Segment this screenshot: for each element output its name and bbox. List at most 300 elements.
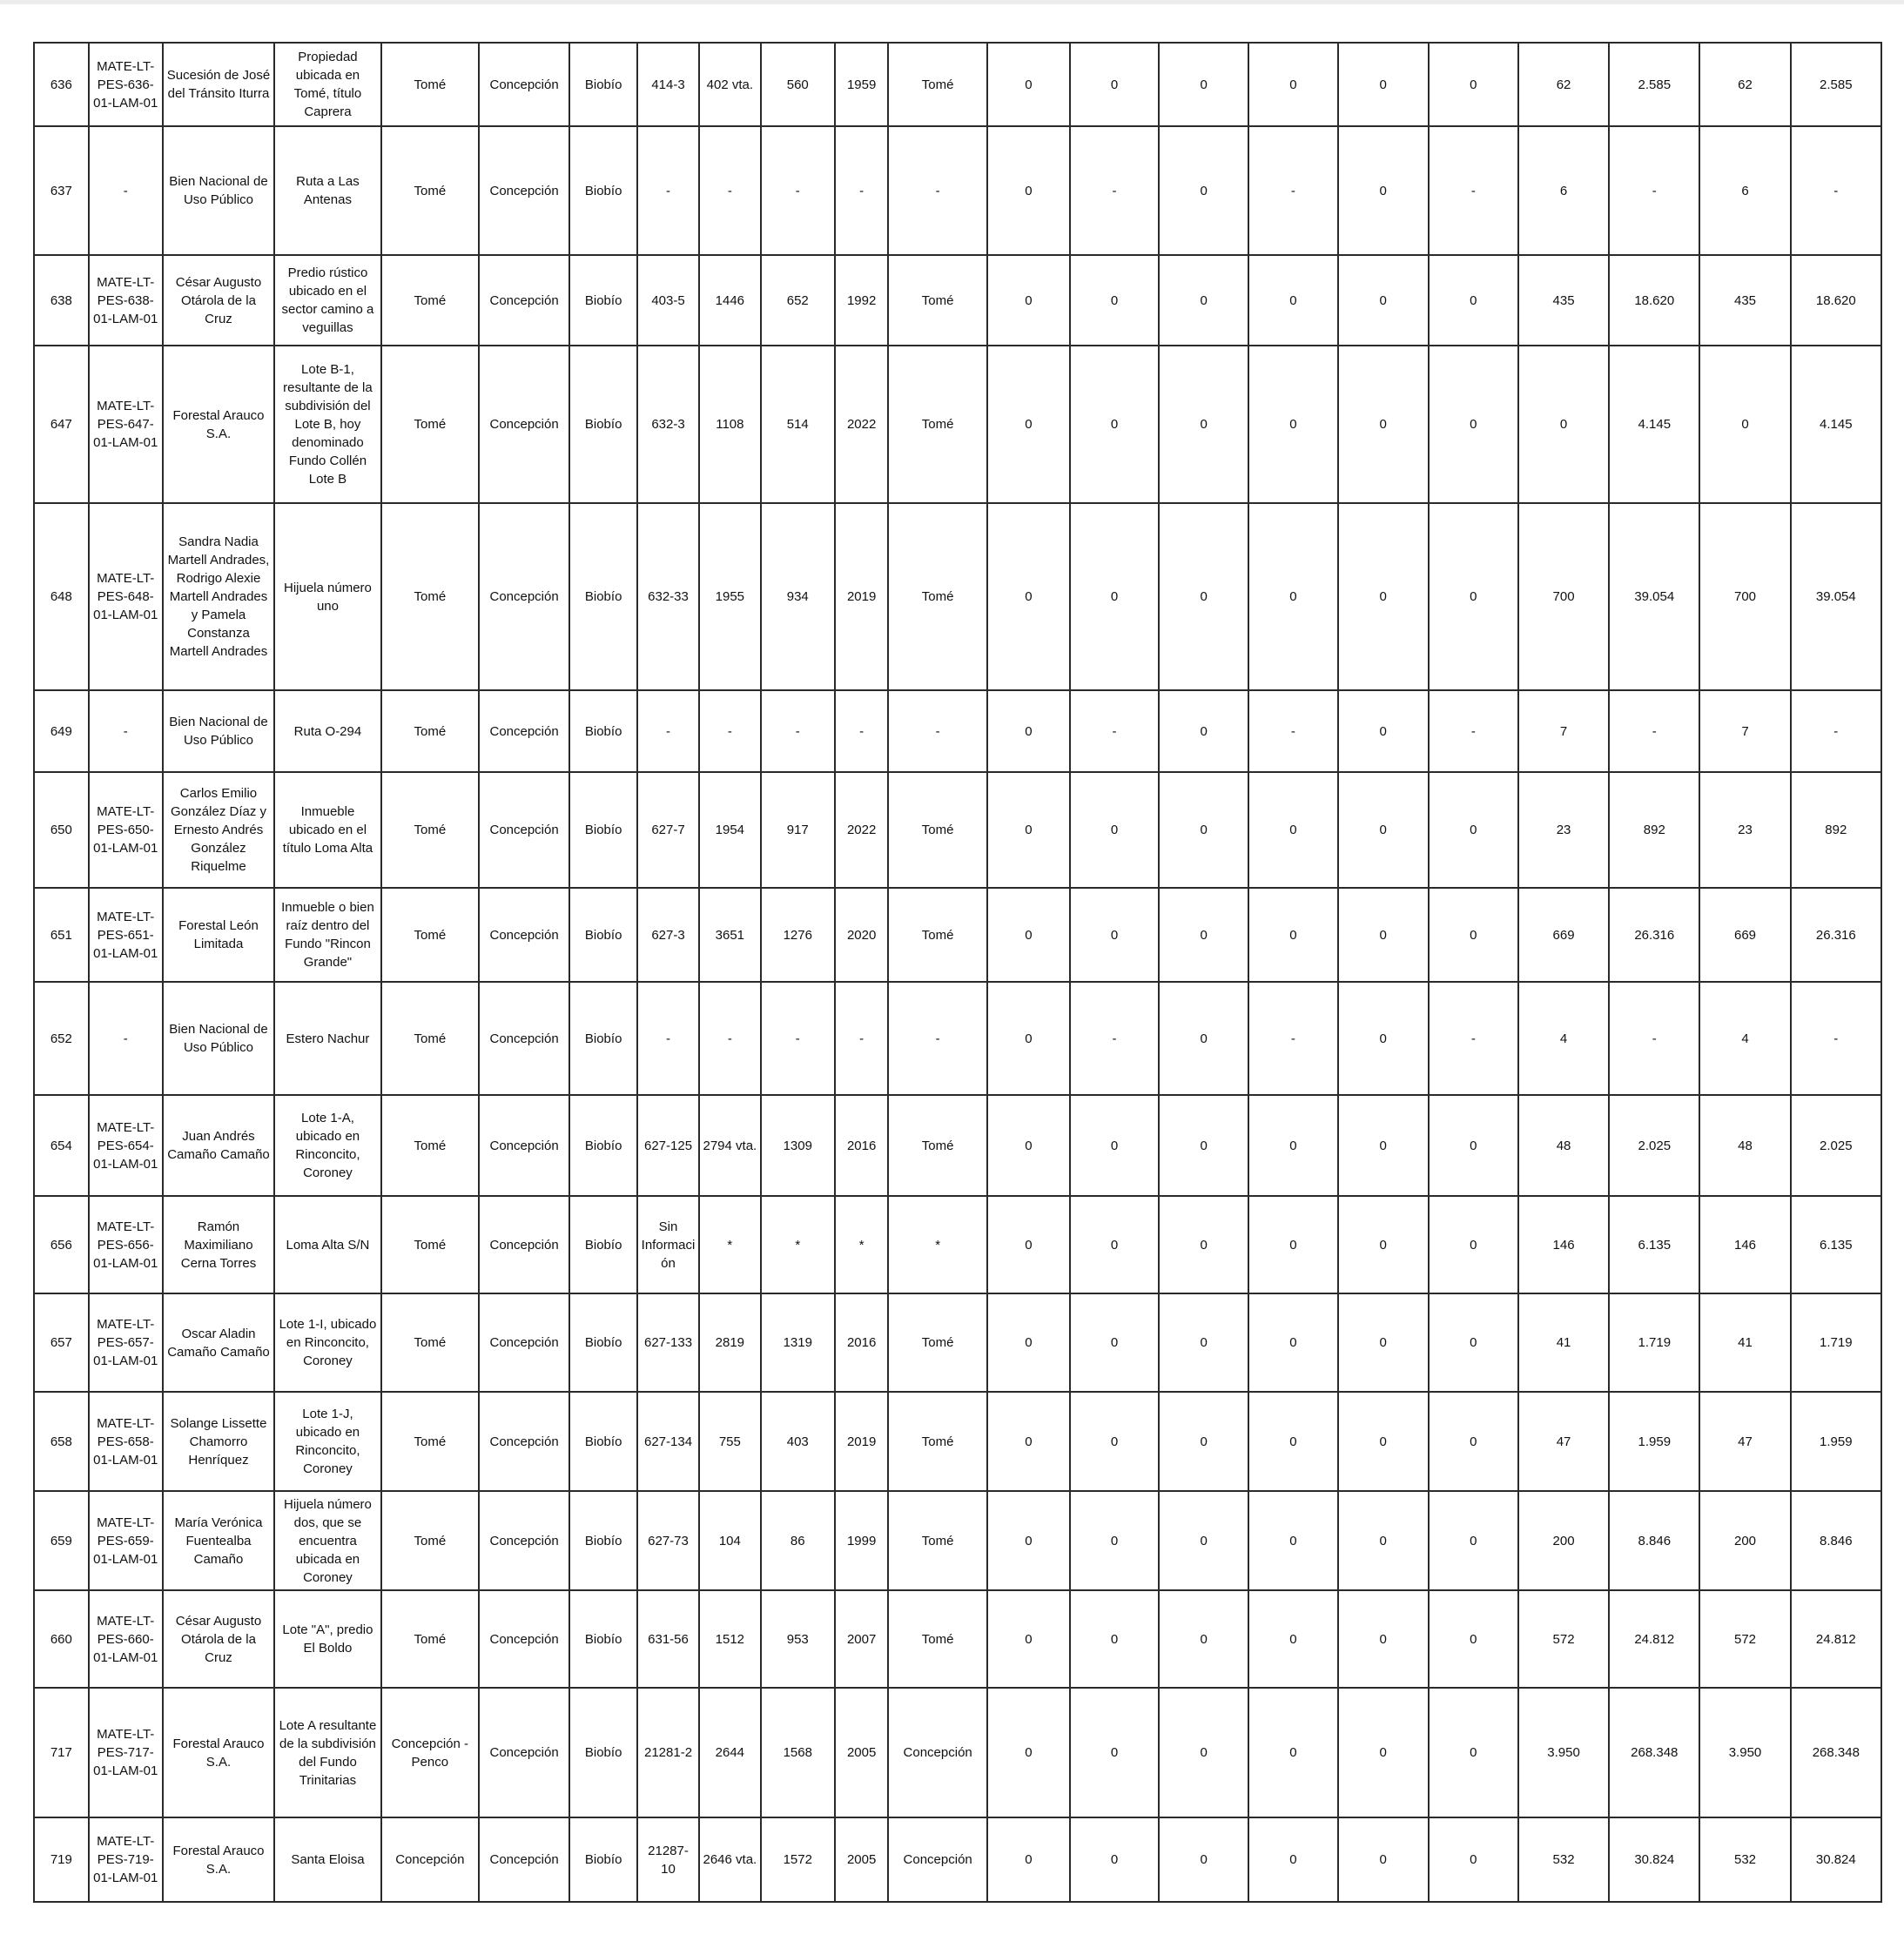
value-cell-3: 0 (1159, 1590, 1248, 1688)
value-cell-7: 700 (1518, 503, 1609, 690)
registry-cell: Tomé (888, 255, 986, 346)
value-cell-2: 0 (1070, 346, 1159, 503)
rol-cell: 627-133 (637, 1293, 699, 1392)
value-cell-9: 41 (1699, 1293, 1790, 1392)
region-cell: Biobío (569, 772, 637, 888)
province-cell: Concepción (479, 888, 569, 982)
value-cell-3: 0 (1159, 982, 1248, 1095)
value-cell-6: - (1429, 126, 1518, 255)
row-id-cell: 659 (34, 1491, 89, 1590)
value-cell-10: 892 (1791, 772, 1881, 888)
fojas-cell: 3651 (699, 888, 761, 982)
value-cell-2: 0 (1070, 255, 1159, 346)
registry-cell: Tomé (888, 43, 986, 126)
province-cell: Concepción (479, 1688, 569, 1817)
plan-code-cell: MATE-LT-PES-719-01-LAM-01 (89, 1817, 163, 1902)
fojas-cell: 1446 (699, 255, 761, 346)
province-cell: Concepción (479, 690, 569, 772)
value-cell-9: 0 (1699, 346, 1790, 503)
value-cell-9: 7 (1699, 690, 1790, 772)
value-cell-6: 0 (1429, 346, 1518, 503)
value-cell-7: 0 (1518, 346, 1609, 503)
row-id-cell: 648 (34, 503, 89, 690)
value-cell-8: 4.145 (1609, 346, 1699, 503)
value-cell-8: - (1609, 982, 1699, 1095)
value-cell-1: 0 (987, 888, 1070, 982)
number-cell: 917 (761, 772, 835, 888)
number-cell: * (761, 1196, 835, 1293)
table-row (34, 772, 1881, 888)
owner-cell: Ramón Maximiliano Cerna Torres (163, 1196, 275, 1293)
registry-cell: * (888, 1196, 986, 1293)
value-cell-9: 669 (1699, 888, 1790, 982)
property-name-cell: Hijuela número uno (274, 503, 380, 690)
value-cell-7: 435 (1518, 255, 1609, 346)
value-cell-4: 0 (1248, 1095, 1337, 1196)
province-cell: Concepción (479, 126, 569, 255)
rol-cell: 632-3 (637, 346, 699, 503)
value-cell-5: 0 (1338, 346, 1429, 503)
property-name-cell: Loma Alta S/N (274, 1196, 380, 1293)
rol-cell: - (637, 690, 699, 772)
value-cell-9: 435 (1699, 255, 1790, 346)
plan-code-cell: MATE-LT-PES-648-01-LAM-01 (89, 503, 163, 690)
province-cell: Concepción (479, 346, 569, 503)
region-cell: Biobío (569, 1817, 637, 1902)
fojas-cell: * (699, 1196, 761, 1293)
year-cell: - (835, 126, 889, 255)
value-cell-3: 0 (1159, 1491, 1248, 1590)
number-cell: 1572 (761, 1817, 835, 1902)
row-id-cell: 649 (34, 690, 89, 772)
value-cell-2: 0 (1070, 43, 1159, 126)
number-cell: 934 (761, 503, 835, 690)
registry-cell: Tomé (888, 1095, 986, 1196)
rol-cell: 627-7 (637, 772, 699, 888)
value-cell-4: 0 (1248, 255, 1337, 346)
value-cell-6: - (1429, 690, 1518, 772)
fojas-cell: 104 (699, 1491, 761, 1590)
value-cell-6: 0 (1429, 888, 1518, 982)
value-cell-7: 41 (1518, 1293, 1609, 1392)
value-cell-3: 0 (1159, 503, 1248, 690)
year-cell: * (835, 1196, 889, 1293)
number-cell: 953 (761, 1590, 835, 1688)
property-name-cell: Propiedad ubicada en Tomé, título Caprera (274, 43, 380, 126)
fojas-cell: 1512 (699, 1590, 761, 1688)
plan-code-cell: MATE-LT-PES-659-01-LAM-01 (89, 1491, 163, 1590)
value-cell-2: 0 (1070, 1491, 1159, 1590)
property-name-cell: Lote 1-I, ubicado en Rinconcito, Coroney (274, 1293, 380, 1392)
value-cell-8: 892 (1609, 772, 1699, 888)
rol-cell: 403-5 (637, 255, 699, 346)
property-name-cell: Ruta a Las Antenas (274, 126, 380, 255)
value-cell-7: 200 (1518, 1491, 1609, 1590)
property-name-cell: Lote 1-A, ubicado en Rinconcito, Coroney (274, 1095, 380, 1196)
number-cell: 1568 (761, 1688, 835, 1817)
plan-code-cell: MATE-LT-PES-660-01-LAM-01 (89, 1590, 163, 1688)
table-row (34, 1293, 1881, 1392)
value-cell-10: 2.025 (1791, 1095, 1881, 1196)
value-cell-5: 0 (1338, 43, 1429, 126)
row-id-cell: 650 (34, 772, 89, 888)
property-name-cell: Estero Nachur (274, 982, 380, 1095)
province-cell: Concepción (479, 1196, 569, 1293)
value-cell-4: - (1248, 982, 1337, 1095)
rol-cell: 632-33 (637, 503, 699, 690)
property-name-cell: Inmueble ubicado en el título Loma Alta (274, 772, 380, 888)
plan-code-cell: MATE-LT-PES-656-01-LAM-01 (89, 1196, 163, 1293)
commune-cell: Tomé (381, 1196, 479, 1293)
table-row (34, 888, 1881, 982)
value-cell-8: 8.846 (1609, 1491, 1699, 1590)
plan-code-cell: MATE-LT-PES-650-01-LAM-01 (89, 772, 163, 888)
value-cell-10: 26.316 (1791, 888, 1881, 982)
value-cell-10: 6.135 (1791, 1196, 1881, 1293)
region-cell: Biobío (569, 1095, 637, 1196)
province-cell: Concepción (479, 1095, 569, 1196)
year-cell: - (835, 690, 889, 772)
year-cell: 1999 (835, 1491, 889, 1590)
commune-cell: Tomé (381, 888, 479, 982)
province-cell: Concepción (479, 982, 569, 1095)
value-cell-2: - (1070, 126, 1159, 255)
rol-cell: 631-56 (637, 1590, 699, 1688)
year-cell: 2005 (835, 1688, 889, 1817)
value-cell-7: 62 (1518, 43, 1609, 126)
table-row (34, 982, 1881, 1095)
table-row (34, 255, 1881, 346)
table-row (34, 503, 1881, 690)
value-cell-10: 4.145 (1791, 346, 1881, 503)
registry-cell: Tomé (888, 346, 986, 503)
value-cell-10: 8.846 (1791, 1491, 1881, 1590)
property-name-cell: Hijuela número dos, que se encuentra ubicada en Coroney (274, 1491, 380, 1590)
value-cell-6: 0 (1429, 772, 1518, 888)
row-id-cell: 647 (34, 346, 89, 503)
row-id-cell: 654 (34, 1095, 89, 1196)
value-cell-4: 0 (1248, 1392, 1337, 1491)
value-cell-6: 0 (1429, 255, 1518, 346)
fojas-cell: - (699, 690, 761, 772)
value-cell-10: - (1791, 690, 1881, 772)
region-cell: Biobío (569, 1196, 637, 1293)
value-cell-8: 39.054 (1609, 503, 1699, 690)
plan-code-cell: - (89, 690, 163, 772)
region-cell: Biobío (569, 1688, 637, 1817)
province-cell: Concepción (479, 43, 569, 126)
property-name-cell: Lote 1-J, ubicado en Rinconcito, Coroney (274, 1392, 380, 1491)
region-cell: Biobío (569, 503, 637, 690)
registry-cell: Tomé (888, 503, 986, 690)
value-cell-1: 0 (987, 1817, 1070, 1902)
number-cell: 1309 (761, 1095, 835, 1196)
registry-cell: Tomé (888, 888, 986, 982)
value-cell-4: 0 (1248, 1293, 1337, 1392)
number-cell: - (761, 982, 835, 1095)
region-cell: Biobío (569, 255, 637, 346)
owner-cell: Carlos Emilio González Díaz y Ernesto Andrés González Riquelme (163, 772, 275, 888)
value-cell-4: 0 (1248, 503, 1337, 690)
fojas-cell: - (699, 126, 761, 255)
row-id-cell: 652 (34, 982, 89, 1095)
value-cell-7: 532 (1518, 1817, 1609, 1902)
value-cell-8: 24.812 (1609, 1590, 1699, 1688)
fojas-cell: 1955 (699, 503, 761, 690)
rol-cell: 627-134 (637, 1392, 699, 1491)
value-cell-5: 0 (1338, 255, 1429, 346)
province-cell: Concepción (479, 1590, 569, 1688)
value-cell-5: 0 (1338, 888, 1429, 982)
rol-cell: 627-125 (637, 1095, 699, 1196)
value-cell-4: 0 (1248, 888, 1337, 982)
year-cell: 2016 (835, 1293, 889, 1392)
value-cell-2: 0 (1070, 1590, 1159, 1688)
rol-cell: 414-3 (637, 43, 699, 126)
page-top-edge (0, 0, 1904, 4)
registry-cell: Tomé (888, 1392, 986, 1491)
owner-cell: Sucesión de José del Tránsito Iturra (163, 43, 275, 126)
value-cell-8: 18.620 (1609, 255, 1699, 346)
number-cell: 514 (761, 346, 835, 503)
province-cell: Concepción (479, 1293, 569, 1392)
value-cell-5: 0 (1338, 1196, 1429, 1293)
value-cell-4: 0 (1248, 346, 1337, 503)
value-cell-1: 0 (987, 255, 1070, 346)
plan-code-cell: MATE-LT-PES-654-01-LAM-01 (89, 1095, 163, 1196)
commune-cell: Tomé (381, 126, 479, 255)
property-name-cell: Lote "A", predio El Boldo (274, 1590, 380, 1688)
property-table-body (34, 43, 1881, 1902)
rol-cell: Sin Información (637, 1196, 699, 1293)
value-cell-4: 0 (1248, 772, 1337, 888)
region-cell: Biobío (569, 1293, 637, 1392)
value-cell-6: 0 (1429, 1491, 1518, 1590)
plan-code-cell: MATE-LT-PES-651-01-LAM-01 (89, 888, 163, 982)
value-cell-10: 30.824 (1791, 1817, 1881, 1902)
plan-code-cell: - (89, 982, 163, 1095)
value-cell-2: 0 (1070, 1817, 1159, 1902)
row-id-cell: 638 (34, 255, 89, 346)
value-cell-1: 0 (987, 43, 1070, 126)
property-table (33, 42, 1882, 1903)
value-cell-10: 18.620 (1791, 255, 1881, 346)
value-cell-5: 0 (1338, 1688, 1429, 1817)
region-cell: Biobío (569, 1392, 637, 1491)
region-cell: Biobío (569, 982, 637, 1095)
owner-cell: Sandra Nadia Martell Andrades, Rodrigo Alexie Martell Andrades y Pamela Constanza Martell Andrades (163, 503, 275, 690)
value-cell-5: 0 (1338, 1095, 1429, 1196)
value-cell-1: 0 (987, 503, 1070, 690)
value-cell-3: 0 (1159, 346, 1248, 503)
value-cell-1: 0 (987, 1392, 1070, 1491)
value-cell-1: 0 (987, 126, 1070, 255)
value-cell-1: 0 (987, 1688, 1070, 1817)
property-name-cell: Santa Eloisa (274, 1817, 380, 1902)
value-cell-8: 1.719 (1609, 1293, 1699, 1392)
value-cell-5: 0 (1338, 1590, 1429, 1688)
value-cell-2: 0 (1070, 503, 1159, 690)
value-cell-4: 0 (1248, 1196, 1337, 1293)
value-cell-4: 0 (1248, 1491, 1337, 1590)
owner-cell: Juan Andrés Camaño Camaño (163, 1095, 275, 1196)
plan-code-cell: MATE-LT-PES-717-01-LAM-01 (89, 1688, 163, 1817)
region-cell: Biobío (569, 126, 637, 255)
number-cell: - (761, 690, 835, 772)
row-id-cell: 637 (34, 126, 89, 255)
commune-cell: Tomé (381, 772, 479, 888)
value-cell-8: 2.585 (1609, 43, 1699, 126)
value-cell-2: 0 (1070, 1293, 1159, 1392)
property-name-cell: Lote A resultante de la subdivisión del Fundo Trinitarias (274, 1688, 380, 1817)
region-cell: Biobío (569, 43, 637, 126)
value-cell-4: 0 (1248, 1688, 1337, 1817)
property-name-cell: Inmueble o bien raíz dentro del Fundo "Rincon Grande" (274, 888, 380, 982)
value-cell-6: 0 (1429, 1293, 1518, 1392)
row-id-cell: 651 (34, 888, 89, 982)
number-cell: 1319 (761, 1293, 835, 1392)
fojas-cell: 2794 vta. (699, 1095, 761, 1196)
value-cell-6: 0 (1429, 1196, 1518, 1293)
registry-cell: Tomé (888, 1491, 986, 1590)
owner-cell: Oscar Aladin Camaño Camaño (163, 1293, 275, 1392)
number-cell: - (761, 126, 835, 255)
table-row (34, 1095, 1881, 1196)
value-cell-7: 6 (1518, 126, 1609, 255)
owner-cell: Bien Nacional de Uso Público (163, 690, 275, 772)
region-cell: Biobío (569, 690, 637, 772)
value-cell-5: 0 (1338, 1491, 1429, 1590)
value-cell-10: - (1791, 126, 1881, 255)
registry-cell: Tomé (888, 1293, 986, 1392)
value-cell-6: 0 (1429, 1392, 1518, 1491)
commune-cell: Tomé (381, 1095, 479, 1196)
value-cell-1: 0 (987, 1590, 1070, 1688)
value-cell-5: 0 (1338, 1392, 1429, 1491)
row-id-cell: 657 (34, 1293, 89, 1392)
value-cell-6: 0 (1429, 43, 1518, 126)
property-name-cell: Lote B-1, resultante de la subdivisión del Lote B, hoy denominado Fundo Collén Lote B (274, 346, 380, 503)
owner-cell: María Verónica Fuentealba Camaño (163, 1491, 275, 1590)
rol-cell: - (637, 126, 699, 255)
number-cell: 86 (761, 1491, 835, 1590)
value-cell-1: 0 (987, 982, 1070, 1095)
value-cell-3: 0 (1159, 772, 1248, 888)
value-cell-7: 47 (1518, 1392, 1609, 1491)
value-cell-3: 0 (1159, 1392, 1248, 1491)
fojas-cell: 755 (699, 1392, 761, 1491)
value-cell-3: 0 (1159, 126, 1248, 255)
row-id-cell: 658 (34, 1392, 89, 1491)
value-cell-4: 0 (1248, 43, 1337, 126)
value-cell-8: - (1609, 126, 1699, 255)
value-cell-9: 532 (1699, 1817, 1790, 1902)
plan-code-cell: MATE-LT-PES-647-01-LAM-01 (89, 346, 163, 503)
commune-cell: Tomé (381, 255, 479, 346)
registry-cell: Tomé (888, 772, 986, 888)
commune-cell: Tomé (381, 690, 479, 772)
plan-code-cell: MATE-LT-PES-638-01-LAM-01 (89, 255, 163, 346)
owner-cell: César Augusto Otárola de la Cruz (163, 255, 275, 346)
value-cell-2: 0 (1070, 1392, 1159, 1491)
plan-code-cell: - (89, 126, 163, 255)
value-cell-10: 1.719 (1791, 1293, 1881, 1392)
value-cell-3: 0 (1159, 1688, 1248, 1817)
value-cell-2: - (1070, 690, 1159, 772)
province-cell: Concepción (479, 255, 569, 346)
region-cell: Biobío (569, 1491, 637, 1590)
rol-cell: 627-3 (637, 888, 699, 982)
year-cell: 2005 (835, 1817, 889, 1902)
value-cell-4: - (1248, 126, 1337, 255)
value-cell-7: 146 (1518, 1196, 1609, 1293)
row-id-cell: 660 (34, 1590, 89, 1688)
value-cell-4: - (1248, 690, 1337, 772)
registry-cell: - (888, 982, 986, 1095)
year-cell: 1992 (835, 255, 889, 346)
value-cell-1: 0 (987, 1491, 1070, 1590)
value-cell-10: 39.054 (1791, 503, 1881, 690)
value-cell-2: 0 (1070, 1095, 1159, 1196)
value-cell-3: 0 (1159, 255, 1248, 346)
registry-cell: Concepción (888, 1817, 986, 1902)
value-cell-9: 62 (1699, 43, 1790, 126)
value-cell-6: 0 (1429, 503, 1518, 690)
commune-cell: Tomé (381, 982, 479, 1095)
value-cell-5: 0 (1338, 690, 1429, 772)
commune-cell: Tomé (381, 1293, 479, 1392)
row-id-cell: 719 (34, 1817, 89, 1902)
rol-cell: - (637, 982, 699, 1095)
province-cell: Concepción (479, 1817, 569, 1902)
number-cell: 652 (761, 255, 835, 346)
document-sheet (33, 42, 1882, 1903)
value-cell-6: 0 (1429, 1688, 1518, 1817)
owner-cell: Forestal Arauco S.A. (163, 1688, 275, 1817)
value-cell-8: 2.025 (1609, 1095, 1699, 1196)
commune-cell: Concepción (381, 1817, 479, 1902)
commune-cell: Tomé (381, 1491, 479, 1590)
row-id-cell: 656 (34, 1196, 89, 1293)
table-row (34, 1590, 1881, 1688)
commune-cell: Tomé (381, 1590, 479, 1688)
fojas-cell: 1108 (699, 346, 761, 503)
value-cell-4: 0 (1248, 1590, 1337, 1688)
province-cell: Concepción (479, 503, 569, 690)
value-cell-7: 48 (1518, 1095, 1609, 1196)
value-cell-6: 0 (1429, 1590, 1518, 1688)
fojas-cell: - (699, 982, 761, 1095)
province-cell: Concepción (479, 1491, 569, 1590)
year-cell: - (835, 982, 889, 1095)
value-cell-8: 6.135 (1609, 1196, 1699, 1293)
year-cell: 2019 (835, 503, 889, 690)
value-cell-5: 0 (1338, 503, 1429, 690)
value-cell-3: 0 (1159, 1293, 1248, 1392)
property-name-cell: Ruta O-294 (274, 690, 380, 772)
value-cell-6: 0 (1429, 1817, 1518, 1902)
rol-cell: 627-73 (637, 1491, 699, 1590)
plan-code-cell: MATE-LT-PES-658-01-LAM-01 (89, 1392, 163, 1491)
value-cell-9: 6 (1699, 126, 1790, 255)
table-row (34, 1196, 1881, 1293)
value-cell-9: 3.950 (1699, 1688, 1790, 1817)
value-cell-9: 700 (1699, 503, 1790, 690)
value-cell-9: 200 (1699, 1491, 1790, 1590)
province-cell: Concepción (479, 1392, 569, 1491)
value-cell-9: 47 (1699, 1392, 1790, 1491)
value-cell-3: 0 (1159, 888, 1248, 982)
